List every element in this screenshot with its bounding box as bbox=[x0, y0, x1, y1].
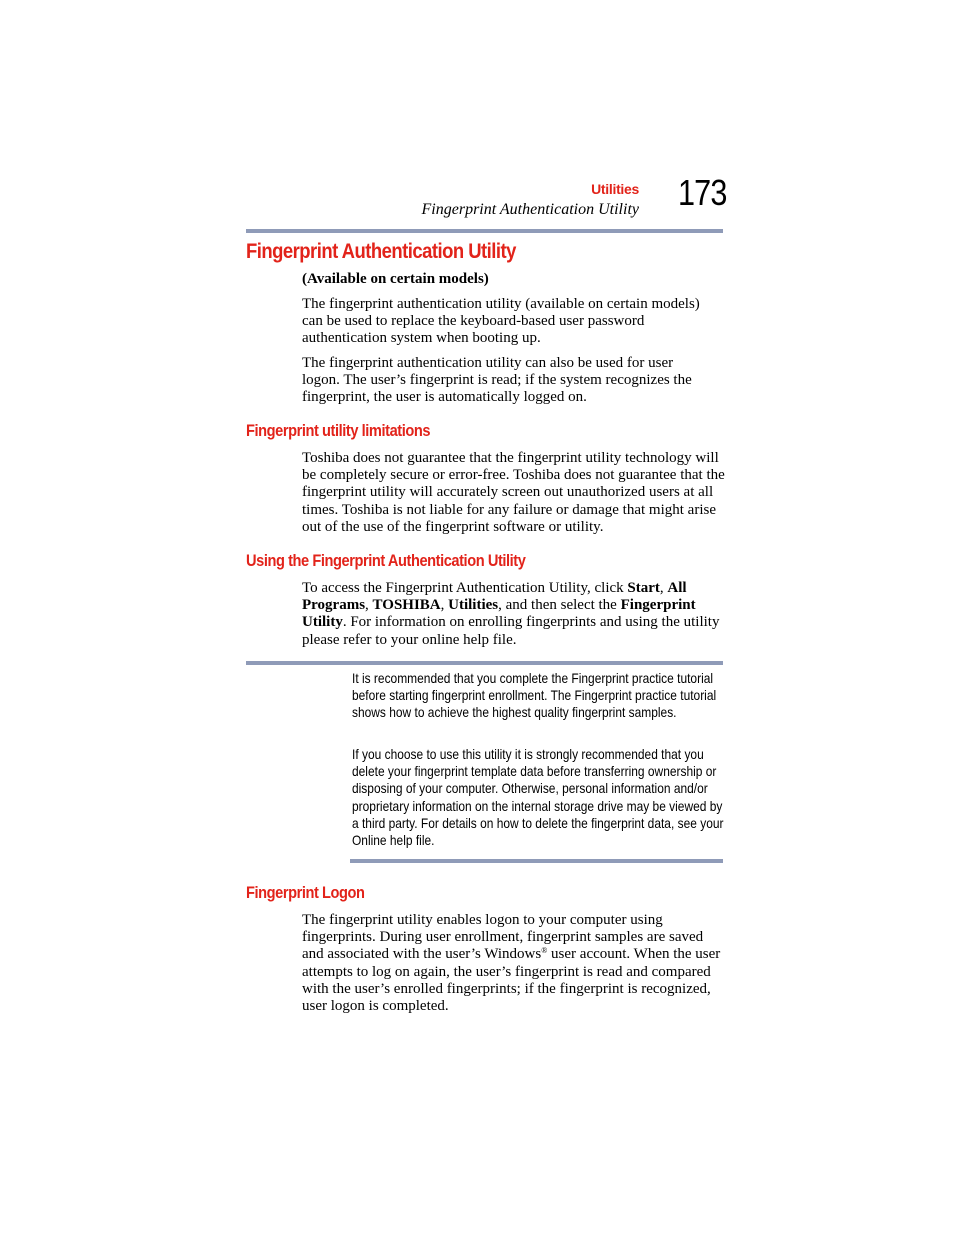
availability-note: (Available on certain models) bbox=[302, 271, 489, 287]
note-paragraph-1: It is recommended that you complete the Fingerprint practice tutorial before starting fingerprint enrollment. The Fingerprint practice tutorial shows how to achieve the highest quality fingerprint samples. bbox=[352, 671, 717, 721]
running-header-subsection: Fingerprint Authentication Utility bbox=[421, 201, 639, 218]
limitations-heading: Fingerprint utility limitations bbox=[246, 421, 431, 440]
running-header-section: Utilities bbox=[591, 181, 639, 197]
page-number: 173 bbox=[678, 172, 727, 213]
note-bottom-divider bbox=[350, 859, 723, 863]
using-heading: Using the Fingerprint Authentication Utility bbox=[246, 551, 526, 570]
limitations-paragraph: Toshiba does not guarantee that the fingerprint utility technology will be completely secure or error-free. Toshiba does not guarantee that the fingerprint utility will accurately screen out unauthorized users at all times. Toshiba is not liable for any failure or damage that might arise out of the use of the fingerprint software or utility. bbox=[302, 450, 725, 535]
intro-paragraph-1: The fingerprint authentication utility (available on certain models) can be used to replace the keyboard-based user password authentication system when booting up. bbox=[302, 296, 700, 347]
using-paragraph: To access the Fingerprint Authentication Utility, click Start, All Programs, TOSHIBA, Utilities, and then select the Fingerprint Utility. For information on enrolling fingerprints and using the utility please refer to your online help file. bbox=[302, 580, 720, 648]
note-top-divider bbox=[246, 661, 723, 665]
page-title: Fingerprint Authentication Utility bbox=[246, 240, 516, 263]
registered-mark: ® bbox=[541, 946, 548, 956]
header-divider bbox=[246, 229, 723, 233]
note-paragraph-2: If you choose to use this utility it is strongly recommended that you delete your fingerprint template data before transferring ownership or disposing of your computer. Otherwise, personal information and/or proprietary information on the internal storage drive may be viewed by a third party. For details on how to delete the fingerprint data, see your Online help file. bbox=[352, 747, 724, 849]
logon-paragraph: The fingerprint utility enables logon to your computer using fingerprints. During user enrollment, fingerprint samples are saved and associated with the user’s Windows® user account. When the user attempts to log on again, the user’s fingerprint is read and compared with the user’s enrolled fingerprints; if the fingerprint is recognized, user logon is completed. bbox=[302, 912, 721, 1015]
intro-paragraph-2: The fingerprint authentication utility can also be used for user logon. The user’s fingerprint is read; if the system recognizes the fingerprint, the user is automatically logged on. bbox=[302, 355, 692, 406]
logon-heading: Fingerprint Logon bbox=[246, 883, 365, 902]
